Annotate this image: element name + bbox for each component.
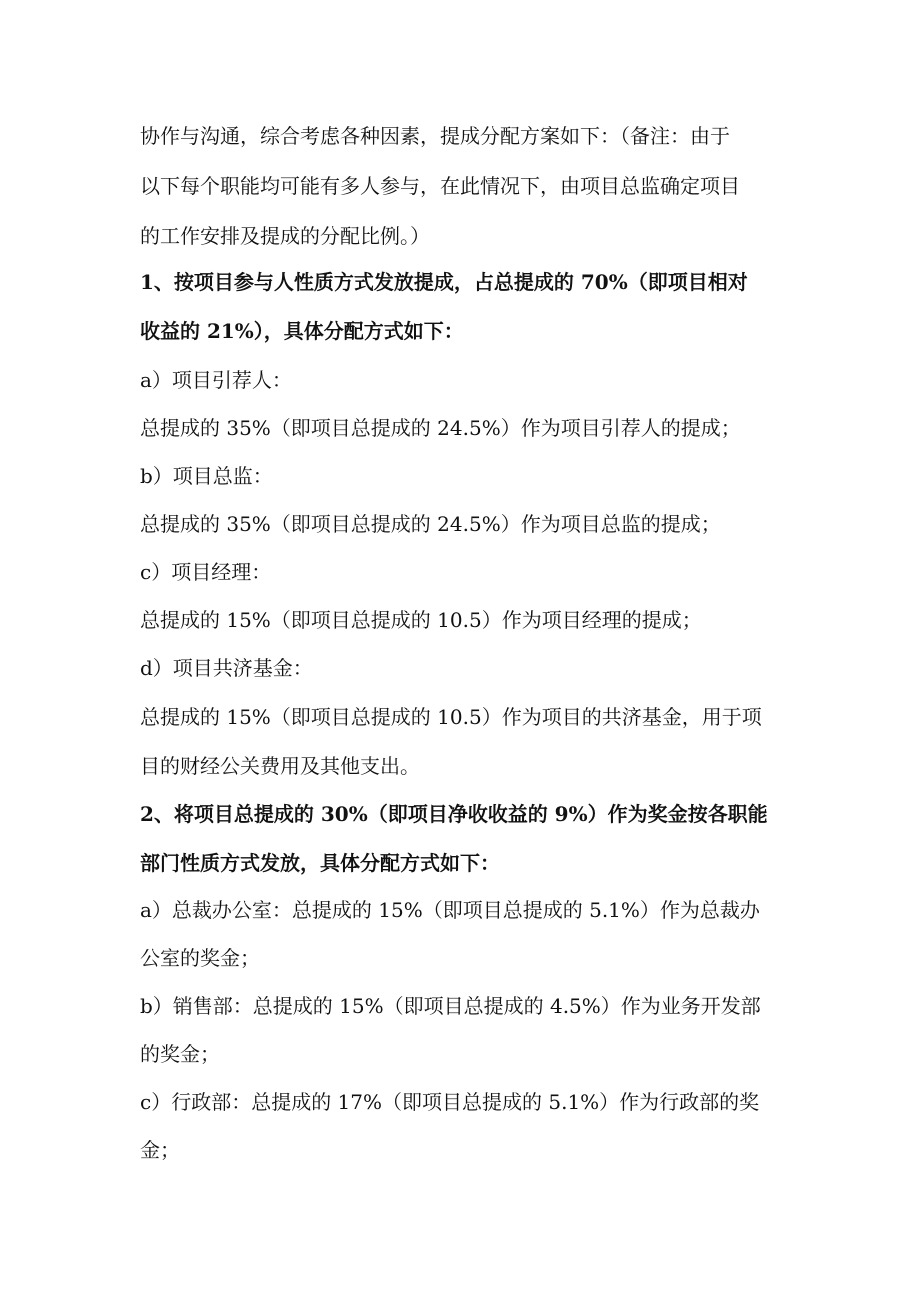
item-d-detail-line-1: 总提成的 15%（即项目总提成的 10.5）作为项目的共济基金，用于项 <box>140 705 762 729</box>
section-2-heading-line-1: 2、将项目总提成的 30%（即项目净收收益的 9%）作为奖金按各职能 <box>140 802 768 826</box>
section-1-heading-line-2: 收益的 21%），具体分配方式如下： <box>140 319 464 343</box>
item-b-detail: 总提成的 35%（即项目总提成的 24.5%）作为项目总监的提成； <box>140 512 721 536</box>
dept-a-line-1: a）总裁办公室：总提成的 15%（即项目总提成的 5.1%）作为总裁办 <box>140 898 760 922</box>
item-b-label: b）项目总监： <box>140 464 273 488</box>
dept-b-line-1: b）销售部：总提成的 15%（即项目总提成的 4.5%）作为业务开发部 <box>140 994 761 1018</box>
item-c-label: c）项目经理： <box>140 560 272 584</box>
item-a-label: a）项目引荐人： <box>140 368 292 392</box>
dept-c-line-2: 金； <box>140 1138 180 1162</box>
item-d-detail-line-2: 目的财经公关费用及其他支出。 <box>140 754 420 778</box>
paragraph-line-3: 的工作安排及提成的分配比例。） <box>140 224 430 248</box>
item-c-detail: 总提成的 15%（即项目总提成的 10.5）作为项目经理的提成； <box>140 608 702 632</box>
paragraph-line-2: 以下每个职能均可能有多人参与，在此情况下，由项目总监确定项目 <box>140 174 740 198</box>
item-d-label: d）项目共济基金： <box>140 656 313 680</box>
section-2-heading-line-2: 部门性质方式发放，具体分配方式如下： <box>140 851 500 875</box>
dept-b-line-2: 的奖金； <box>140 1042 220 1066</box>
paragraph-line-1: 协作与沟通，综合考虑各种因素，提成分配方案如下：（备注：由于 <box>140 124 730 148</box>
item-a-detail: 总提成的 35%（即项目总提成的 24.5%）作为项目引荐人的提成； <box>140 416 741 440</box>
section-1-heading-line-1: 1、按项目参与人性质方式发放提成，占总提成的 70%（即项目相对 <box>140 270 748 294</box>
dept-a-line-2: 公室的奖金； <box>140 946 260 970</box>
dept-c-line-1: c）行政部：总提成的 17%（即项目总提成的 5.1%）作为行政部的奖 <box>140 1090 760 1114</box>
